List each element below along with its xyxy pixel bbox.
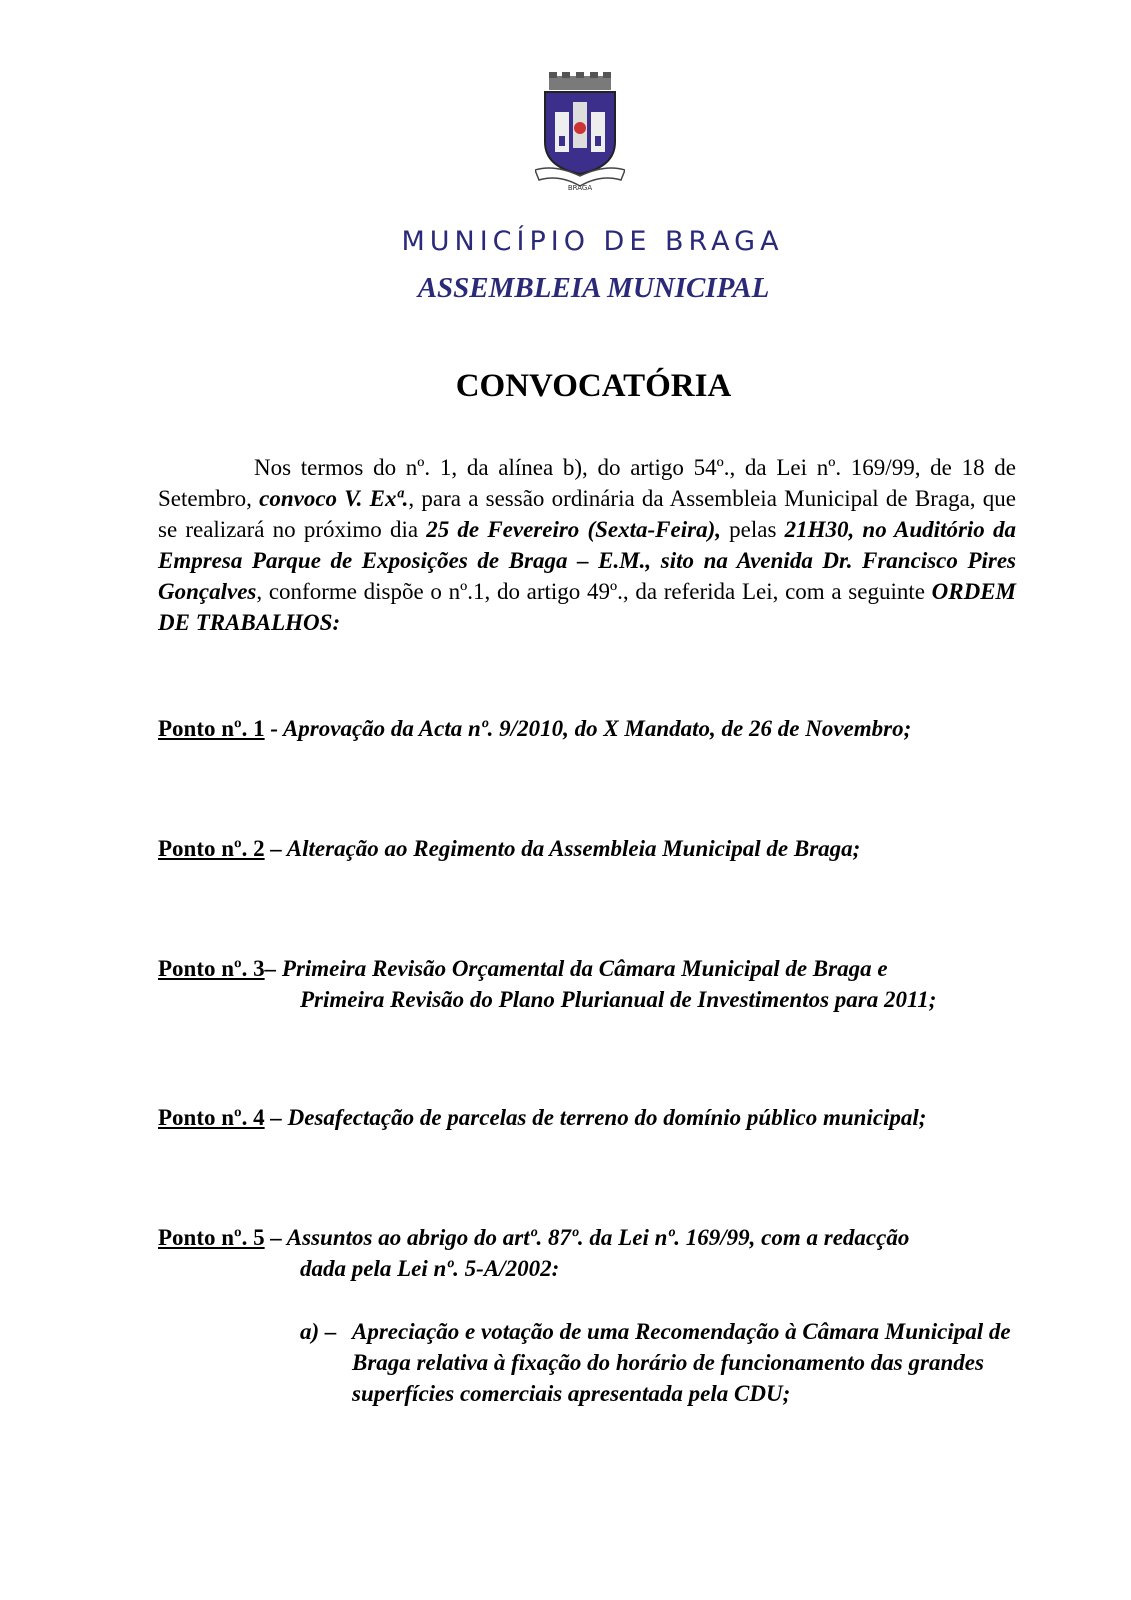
- agenda-item-description: Desafectação de parcelas de terreno do domínio público municipal;: [287, 1105, 927, 1130]
- agenda-item-1: Ponto nº. 1 - Aprovação da Acta nº. 9/2010, do X Mandato, de 26 de Novembro;: [158, 716, 912, 741]
- braga-coat-of-arms-icon: [535, 72, 625, 192]
- subitem-marker: a) –: [300, 1319, 337, 1344]
- agenda-item-label: Ponto nº. 2: [158, 836, 265, 861]
- agenda-item-description: Alteração ao Regimento da Assembleia Municipal de Braga;: [286, 836, 861, 861]
- agenda-item-label: Ponto nº. 4: [158, 1105, 265, 1130]
- agenda-item-description: Assuntos ao abrigo do artº. 87º. da Lei nº. 169/99, com a redacção: [286, 1225, 910, 1250]
- agenda-item-3: Ponto nº. 3– Primeira Revisão Orçamental da Câmara Municipal de Braga e: [158, 956, 888, 981]
- agenda-item-5-continuation: dada pela Lei nº. 5-A/2002:: [300, 1256, 560, 1281]
- agenda-item-5: Ponto nº. 5 – Assuntos ao abrigo do artº. 87º. da Lei nº. 169/99, com a redacção: [158, 1225, 910, 1250]
- agenda-subitem-a: [300, 1316, 1040, 1409]
- intro-paragraph: Nos termos do nº. 1, da alínea b), do artigo 54º., da Lei nº. 169/99, de 18 de Setembro, convoco V. Exª., para a sessão ordinária da Assembleia Municipal de Braga, que se realizará no próximo dia 25 de Fevereiro (Sexta-Feira), pelas 21H30, no Auditório da Empresa Parque de Exposições de Braga – E.M., sito na Avenida Dr. Francisco Pires Gonçalves, conforme dispõe o nº.1, do artigo 49º., da referida Lei, com a seguinte ORDEM DE TRABALHOS:: [158, 455, 1016, 635]
- subitem-text: Apreciação e votação de uma Recomendação à Câmara Municipal de Braga relativa à fixação do horário de funcionamento das grandes superfícies comerciais apresentada pela CDU;: [352, 1319, 1011, 1406]
- page-title: CONVOCATÓRIA: [455, 368, 732, 404]
- agenda-item-2: Ponto nº. 2 – Alteração ao Regimento da Assembleia Municipal de Braga;: [158, 836, 861, 861]
- municipality-heading: MUNICÍPIO DE BRAGA: [401, 226, 784, 257]
- agenda-item-label: Ponto nº. 1: [158, 716, 265, 741]
- agenda-item-label: Ponto nº. 5: [158, 1225, 265, 1250]
- agenda-item-label: Ponto nº. 3: [158, 956, 265, 981]
- agenda-item-4: Ponto nº. 4 – Desafectação de parcelas de terreno do domínio público municipal;: [158, 1105, 927, 1130]
- agenda-item-3-continuation: Primeira Revisão do Plano Plurianual de Investimentos para 2011;: [300, 987, 937, 1012]
- crest-label: BRAGA: [567, 184, 593, 192]
- assembly-heading: ASSEMBLEIA MUNICIPAL: [417, 272, 770, 304]
- agenda-item-description: Aprovação da Acta nº. 9/2010, do X Mandato, de 26 de Novembro;: [282, 716, 912, 741]
- agenda-item-description: Primeira Revisão Orçamental da Câmara Municipal de Braga e: [281, 956, 888, 981]
